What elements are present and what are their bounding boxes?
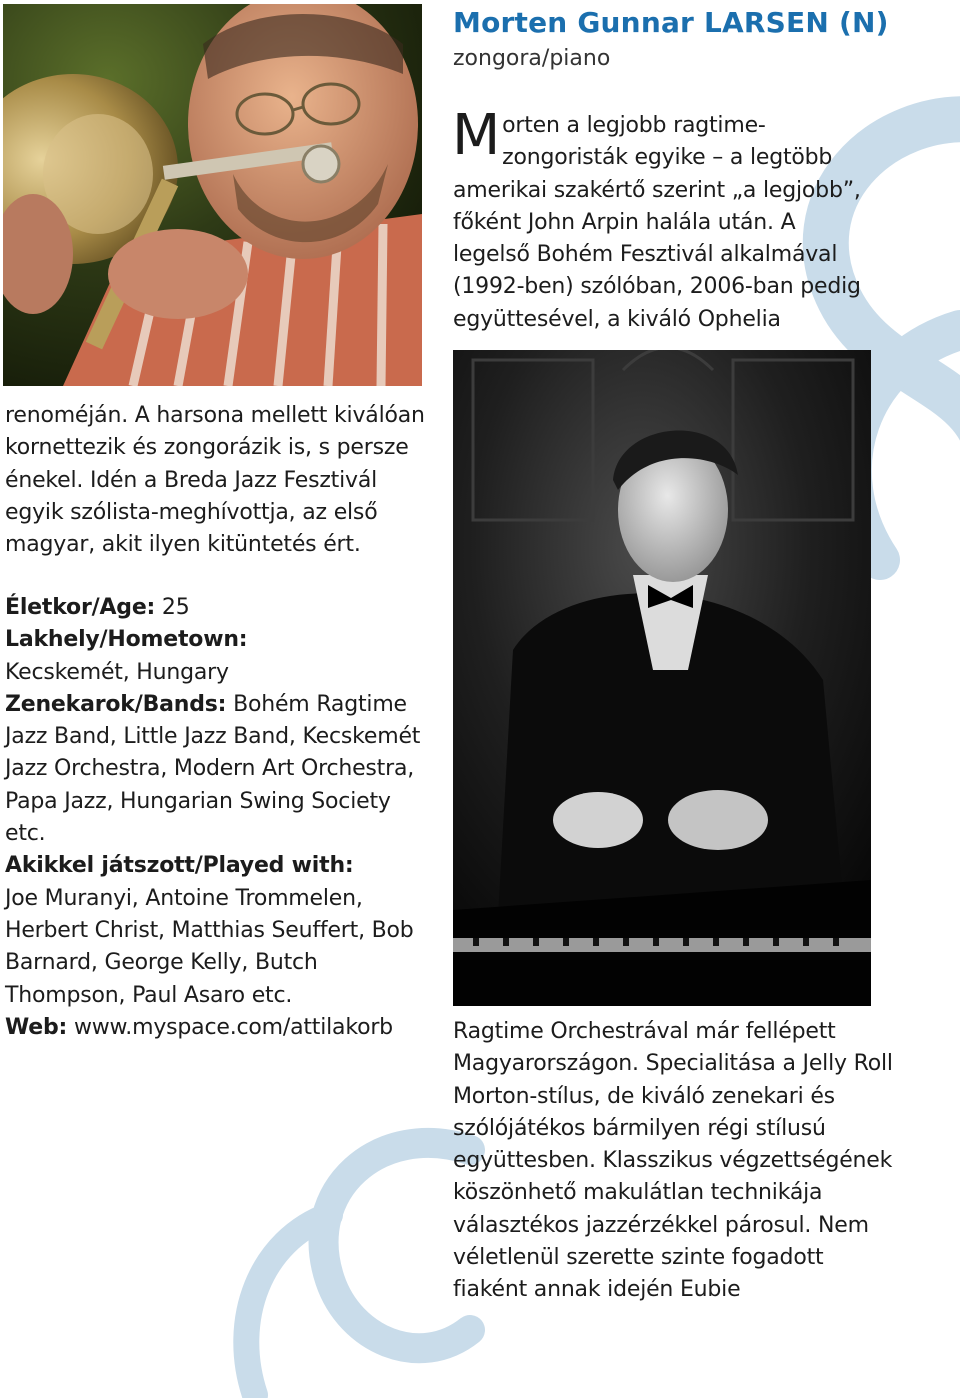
trombonist-photo <box>3 4 422 386</box>
intro-text: orten a legjobb ragtime-zongoristák egyike – a legtöbb amerikai szakértő szerint „a legjobb”, főként John Arpin halála után. A legelső Bohém Fesztivál alkalmával (1992-ben) szólóban, 2006-ban pedig együttesével, a kiváló Ophelia <box>453 113 861 332</box>
bottom-paragraph <box>453 1016 893 1307</box>
pianist-photo <box>453 350 871 1006</box>
instrument-label: zongora/piano <box>453 46 611 71</box>
played-with-value: Joe Muranyi, Antoine Trommelen, Herbert Christ, Matthias Seuffert, Bob Barnard, George Kelly, Butch Thompson, Paul Asaro etc. <box>5 885 414 1008</box>
hometown-label: Lakhely/Hometown: <box>5 627 248 653</box>
continued-paragraph <box>5 400 430 561</box>
intro-paragraph <box>452 103 873 336</box>
age-label: Életkor/Age: <box>5 595 156 620</box>
hometown-value: Kecskemét, Hungary <box>5 659 229 685</box>
musician-name: Morten Gunnar LARSEN (N) <box>453 6 889 39</box>
continued-text: renoméján. A harsona mellett kiválóan kornettezik és zongorázik is, s persze énekel. Idén a Breda Jazz Fesztivál egyik szólista-meghívottja, az első magyar, akit ilyen kitüntetés ért. <box>5 403 425 558</box>
web-label: Web: <box>5 1014 68 1040</box>
info-block <box>5 592 435 1044</box>
bottom-text: Ragtime Orchestrával már fellépett Magyarországon. Specialitása a Jelly Roll Morton-stílus, de kiváló zenekari és szólójátékos bármilyen régi stílusú együttesben. Klasszikus végzettségének köszönhető makulátlan technikája választékos jazzérzékkel párosul. Nem véletlenül szerette szinte fogadott fiaként annak idején Eubie <box>453 1019 893 1303</box>
bands-label: Zenekarok/Bands: <box>5 691 227 717</box>
played-with-label: Akikkel játszott/Played with: <box>5 853 354 879</box>
web-link[interactable]: www.myspace.com/attilakorb <box>67 1014 393 1040</box>
bands-value: Bohém Ragtime Jazz Band, Little Jazz Band, Kecskemét Jazz Orchestra, Modern Art Orchestra, Papa Jazz, Hungarian Swing Society etc. <box>5 691 421 847</box>
drop-cap: M <box>452 103 501 168</box>
age-value: 25 <box>155 595 190 620</box>
